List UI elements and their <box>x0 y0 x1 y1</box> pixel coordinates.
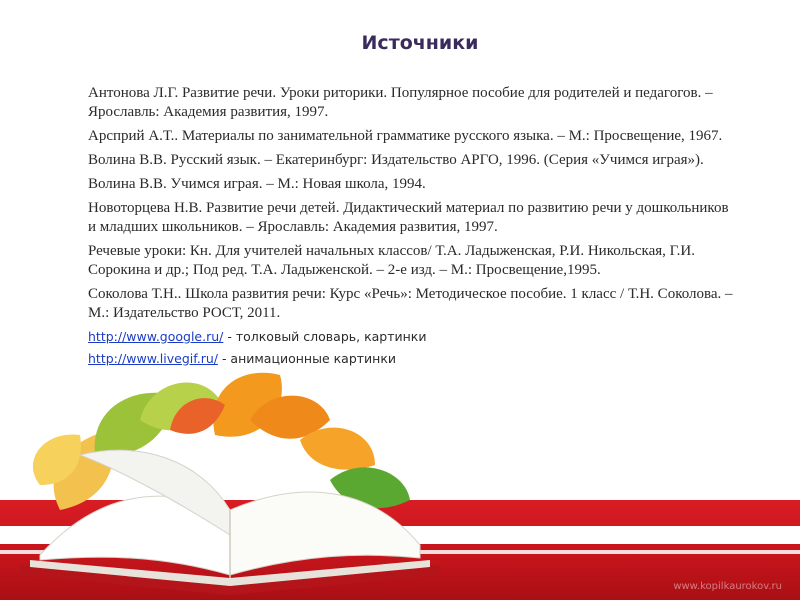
open-book-with-autumn-leaves-illustration <box>0 360 470 600</box>
orange-leaf <box>300 428 375 470</box>
reference-item: Арсприй А.Т.. Материалы по занимательной грамматике русского языка. – М.: Просвещение, 1967. <box>88 128 723 144</box>
reference-item: Антонова Л.Г. Развитие речи. Уроки риторики. Популярное пособие для родителей и педагогов. – Ярославль: Академия развития, 1997. <box>88 85 713 120</box>
google-link[interactable]: http://www.google.ru/ <box>88 329 224 344</box>
livegif-link[interactable]: http://www.livegif.ru/ <box>88 351 218 366</box>
reference-item: Речевые уроки: Кн. Для учителей начальных классов/ Т.А. Ладыженская, Р.И. Никольская, Г.И. Сорокина и др.; Под ред. Т.А. Ладыженской. – 2-е изд. – М.: Просвещение,1995. <box>88 243 695 278</box>
reference-item: Волина В.В. Русский язык. – Екатеринбург: Издательство АРГО, 1996. (Серия «Учимся играя»). <box>88 152 704 168</box>
reference-list <box>88 84 738 372</box>
link-item-google <box>88 328 738 346</box>
autumn-leaves <box>33 373 410 510</box>
watermark: www.kopilkaurokov.ru <box>673 581 782 592</box>
google-link-description: - толковый словарь, картинки <box>223 329 427 344</box>
slide-title: Источники <box>361 32 479 54</box>
reference-item: Соколова Т.Н.. Школа развития речи: Курс «Речь»: Методическое пособие. 1 класс / Т.Н. Соколова. – М.: Издательство РОСТ, 2011. <box>88 286 733 321</box>
reference-item: Новоторцева Н.В. Развитие речи детей. Дидактический материал по развитию речи у дошкольников и младших школьников. – Ярославль: Академия развития, 1997. <box>88 200 729 235</box>
reference-item: Волина В.В. Учимся играя. – М.: Новая школа, 1994. <box>88 176 426 192</box>
livegif-link-description: - анимационные картинки <box>217 351 397 366</box>
